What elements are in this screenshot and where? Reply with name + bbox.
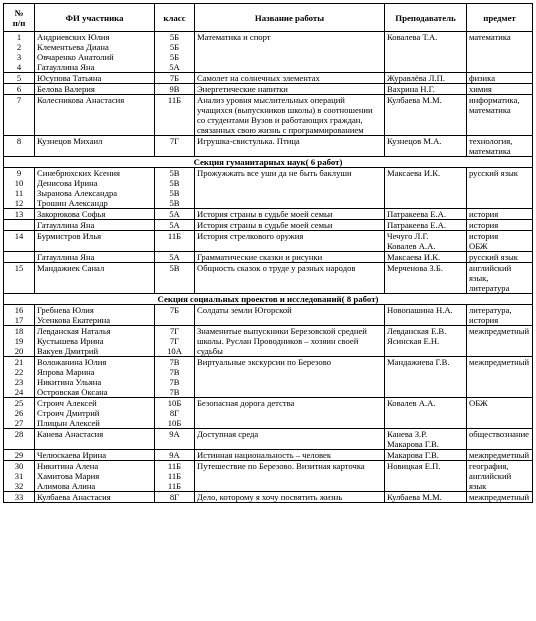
- cell-num: 1 2 3 4: [4, 32, 35, 73]
- table-row: [4, 357, 533, 398]
- header-teacher: Преподаватель: [385, 4, 467, 32]
- cell-teacher: Максаева И.К.: [385, 168, 467, 209]
- table-row: [4, 136, 533, 157]
- cell-subject: математика: [467, 32, 533, 73]
- cell-class: 5В 5В 5В 5В: [155, 168, 195, 209]
- cell-participants: Гребнева Юлия Усенкова Екатерина: [35, 305, 155, 326]
- cell-num: 33: [4, 492, 35, 503]
- cell-num: 30 31 32: [4, 461, 35, 492]
- cell-teacher: Вахрина Н.Г.: [385, 84, 467, 95]
- cell-subject: история: [467, 220, 533, 231]
- table-header-row: [4, 4, 533, 32]
- cell-subject: межпредметный: [467, 326, 533, 357]
- cell-teacher: Журавлёва Л.П.: [385, 73, 467, 84]
- cell-num: 14: [4, 231, 35, 252]
- header-class: класс: [155, 4, 195, 32]
- cell-subject: межпредметный: [467, 357, 533, 398]
- cell-num: 18 19 20: [4, 326, 35, 357]
- cell-work: Общность сказок о труде у разных народов: [195, 263, 385, 294]
- cell-work: Дело, которому я хочу посвятить жизнь: [195, 492, 385, 503]
- cell-teacher: Новопашина Н.А.: [385, 305, 467, 326]
- cell-work: Математика и спорт: [195, 32, 385, 73]
- table-row: [4, 73, 533, 84]
- participants-table: [3, 3, 533, 503]
- cell-teacher: Кулбаева М.М.: [385, 95, 467, 136]
- cell-teacher: Патракеева Е.А.: [385, 209, 467, 220]
- cell-num: 7: [4, 95, 35, 136]
- cell-work: Самолет на солнечных элементах: [195, 73, 385, 84]
- cell-work: Прожужжать все уши да не быть баклуши: [195, 168, 385, 209]
- cell-class: 10Б 8Г 10Б: [155, 398, 195, 429]
- cell-num: 15: [4, 263, 35, 294]
- cell-class: 9А: [155, 450, 195, 461]
- cell-work: История стрелкового оружия: [195, 231, 385, 252]
- header-num: № п/п: [4, 4, 35, 32]
- table-row: [4, 95, 533, 136]
- cell-class: 11Б: [155, 231, 195, 252]
- cell-work: Истинная национальность – человек: [195, 450, 385, 461]
- cell-work: Доступная среда: [195, 429, 385, 450]
- cell-num: 8: [4, 136, 35, 157]
- cell-subject: обществознание: [467, 429, 533, 450]
- cell-subject: русский язык: [467, 168, 533, 209]
- cell-teacher: Кузнецов М.А.: [385, 136, 467, 157]
- cell-num: 28: [4, 429, 35, 450]
- cell-class: 8Г: [155, 492, 195, 503]
- cell-num: 13: [4, 209, 35, 220]
- cell-subject: ОБЖ: [467, 398, 533, 429]
- cell-work: Знаменитые выпускники Березовской средней школы. Руслан Проводников – хозяин своей судьбы: [195, 326, 385, 357]
- table-row: [4, 326, 533, 357]
- header-work: Название работы: [195, 4, 385, 32]
- cell-participants: Воложанина Юлия Япрова Марина Никитина Ульяна Островская Оксана: [35, 357, 155, 398]
- cell-participants: Никитина Алена Хамитова Мария Алимова Алина: [35, 461, 155, 492]
- cell-participants: Мандажиек Санал: [35, 263, 155, 294]
- cell-subject: география, английский язык: [467, 461, 533, 492]
- cell-participants: Левданская Наталья Кустышева Ирина Вакуев Дмитрий: [35, 326, 155, 357]
- cell-class: 9А: [155, 429, 195, 450]
- cell-class: 7Б: [155, 305, 195, 326]
- cell-participants: Колесникова Анастасия: [35, 95, 155, 136]
- cell-teacher: Новицкая Е.П.: [385, 461, 467, 492]
- cell-work: Безопасная дорога детства: [195, 398, 385, 429]
- cell-teacher: Максаева И.К.: [385, 252, 467, 263]
- table-row: [4, 450, 533, 461]
- header-participants: ФИ участника: [35, 4, 155, 32]
- header-subject: предмет: [467, 4, 533, 32]
- cell-work: История страны в судьбе моей семьи: [195, 220, 385, 231]
- cell-work: Анализ уровня мыслительных операций учащихся (выпускников школы) в соотношении со студентами Вузов и работающих граждан, связанных свою жизнь с программированием: [195, 95, 385, 136]
- cell-subject: английский язык, литература: [467, 263, 533, 294]
- cell-subject: физика: [467, 73, 533, 84]
- table-row: [4, 84, 533, 95]
- cell-participants: Андриевских Юлия Клементьева Диана Овчаренко Анатолий Гатауллина Яна: [35, 32, 155, 73]
- cell-work: Путешествие по Березово. Визитная карточка: [195, 461, 385, 492]
- cell-teacher: Патракеева Е.А.: [385, 220, 467, 231]
- section-title: Секция социальных проектов и исследований( 8 работ): [4, 294, 533, 305]
- section-row: [4, 157, 533, 168]
- cell-teacher: Мандажиева Г.В.: [385, 357, 467, 398]
- table-row: [4, 168, 533, 209]
- cell-participants: Белова Валерия: [35, 84, 155, 95]
- cell-num: 5: [4, 73, 35, 84]
- cell-work: Игрушка-свистулька. Птица: [195, 136, 385, 157]
- section-row: [4, 294, 533, 305]
- cell-class: 7В 7В 7В 7В: [155, 357, 195, 398]
- table-row: [4, 263, 533, 294]
- cell-participants: Строич Алексей Строич Дмитрий Плицын Алексей: [35, 398, 155, 429]
- cell-participants: Канева Анастасия: [35, 429, 155, 450]
- table-row: [4, 305, 533, 326]
- cell-work: Грамматические сказки и рисунки: [195, 252, 385, 263]
- cell-num: [4, 220, 35, 231]
- cell-participants: Челюскаева Ирина: [35, 450, 155, 461]
- cell-num: 6: [4, 84, 35, 95]
- table-row: [4, 398, 533, 429]
- table-row: [4, 429, 533, 450]
- cell-participants: Синебрюхских Ксения Денисова Ирина Зыранова Александра Трошин Александр: [35, 168, 155, 209]
- cell-class: 7Б: [155, 73, 195, 84]
- cell-subject: межпредметный: [467, 450, 533, 461]
- cell-class: 5А: [155, 220, 195, 231]
- cell-num: [4, 252, 35, 263]
- cell-teacher: Левданская Е.В. Ясинская Е.Н.: [385, 326, 467, 357]
- cell-work: История страны в судьбе моей семьи: [195, 209, 385, 220]
- cell-subject: информатика, математика: [467, 95, 533, 136]
- cell-participants: Кузнецов Михаил: [35, 136, 155, 157]
- cell-subject: литература, история: [467, 305, 533, 326]
- cell-class: 5А: [155, 252, 195, 263]
- cell-work: Виртуальные экскурсии по Березово: [195, 357, 385, 398]
- cell-teacher: Ковалева Т.А.: [385, 32, 467, 73]
- cell-participants: Закорюкова Софья: [35, 209, 155, 220]
- cell-teacher: Ковалев А.А.: [385, 398, 467, 429]
- cell-work: Солдаты земли Югорской: [195, 305, 385, 326]
- cell-teacher: Макарова Г.В.: [385, 450, 467, 461]
- cell-num: 21 22 23 24: [4, 357, 35, 398]
- cell-class: 5В: [155, 263, 195, 294]
- table-row: [4, 461, 533, 492]
- cell-work: Энергетические напитки: [195, 84, 385, 95]
- cell-participants: Гатауллина Яна: [35, 220, 155, 231]
- cell-participants: Гатауллина Яна: [35, 252, 155, 263]
- cell-teacher: Чечуго Л.Г. Ковалев А.А.: [385, 231, 467, 252]
- cell-class: 7Г 7Г 10А: [155, 326, 195, 357]
- cell-subject: история ОБЖ: [467, 231, 533, 252]
- cell-subject: химия: [467, 84, 533, 95]
- cell-class: 5А: [155, 209, 195, 220]
- table-row: [4, 32, 533, 73]
- table-row: [4, 220, 533, 231]
- cell-num: 29: [4, 450, 35, 461]
- cell-num: 9 10 11 12: [4, 168, 35, 209]
- cell-class: 5Б 5Б 5Б 5А: [155, 32, 195, 73]
- section-title: Секция гуманитарных наук( 6 работ): [4, 157, 533, 168]
- cell-class: 11Б 11Б 11Б: [155, 461, 195, 492]
- cell-subject: межпредметный: [467, 492, 533, 503]
- cell-teacher: Канева З.Р. Макарова Г.В.: [385, 429, 467, 450]
- cell-class: 11Б: [155, 95, 195, 136]
- cell-participants: Юсупова Татьяна: [35, 73, 155, 84]
- cell-teacher: Мерченова З.Б.: [385, 263, 467, 294]
- cell-subject: технология, математика: [467, 136, 533, 157]
- cell-participants: Кулбаева Анастасия: [35, 492, 155, 503]
- cell-class: 9В: [155, 84, 195, 95]
- table-row: [4, 209, 533, 220]
- table-row: [4, 492, 533, 503]
- table-row: [4, 252, 533, 263]
- table-row: [4, 231, 533, 252]
- cell-subject: история: [467, 209, 533, 220]
- cell-num: 25 26 27: [4, 398, 35, 429]
- cell-teacher: Кулбаева М.М.: [385, 492, 467, 503]
- cell-class: 7Г: [155, 136, 195, 157]
- table-body: [4, 32, 533, 503]
- cell-num: 16 17: [4, 305, 35, 326]
- cell-subject: русский язык: [467, 252, 533, 263]
- cell-participants: Бурмистров Илья: [35, 231, 155, 252]
